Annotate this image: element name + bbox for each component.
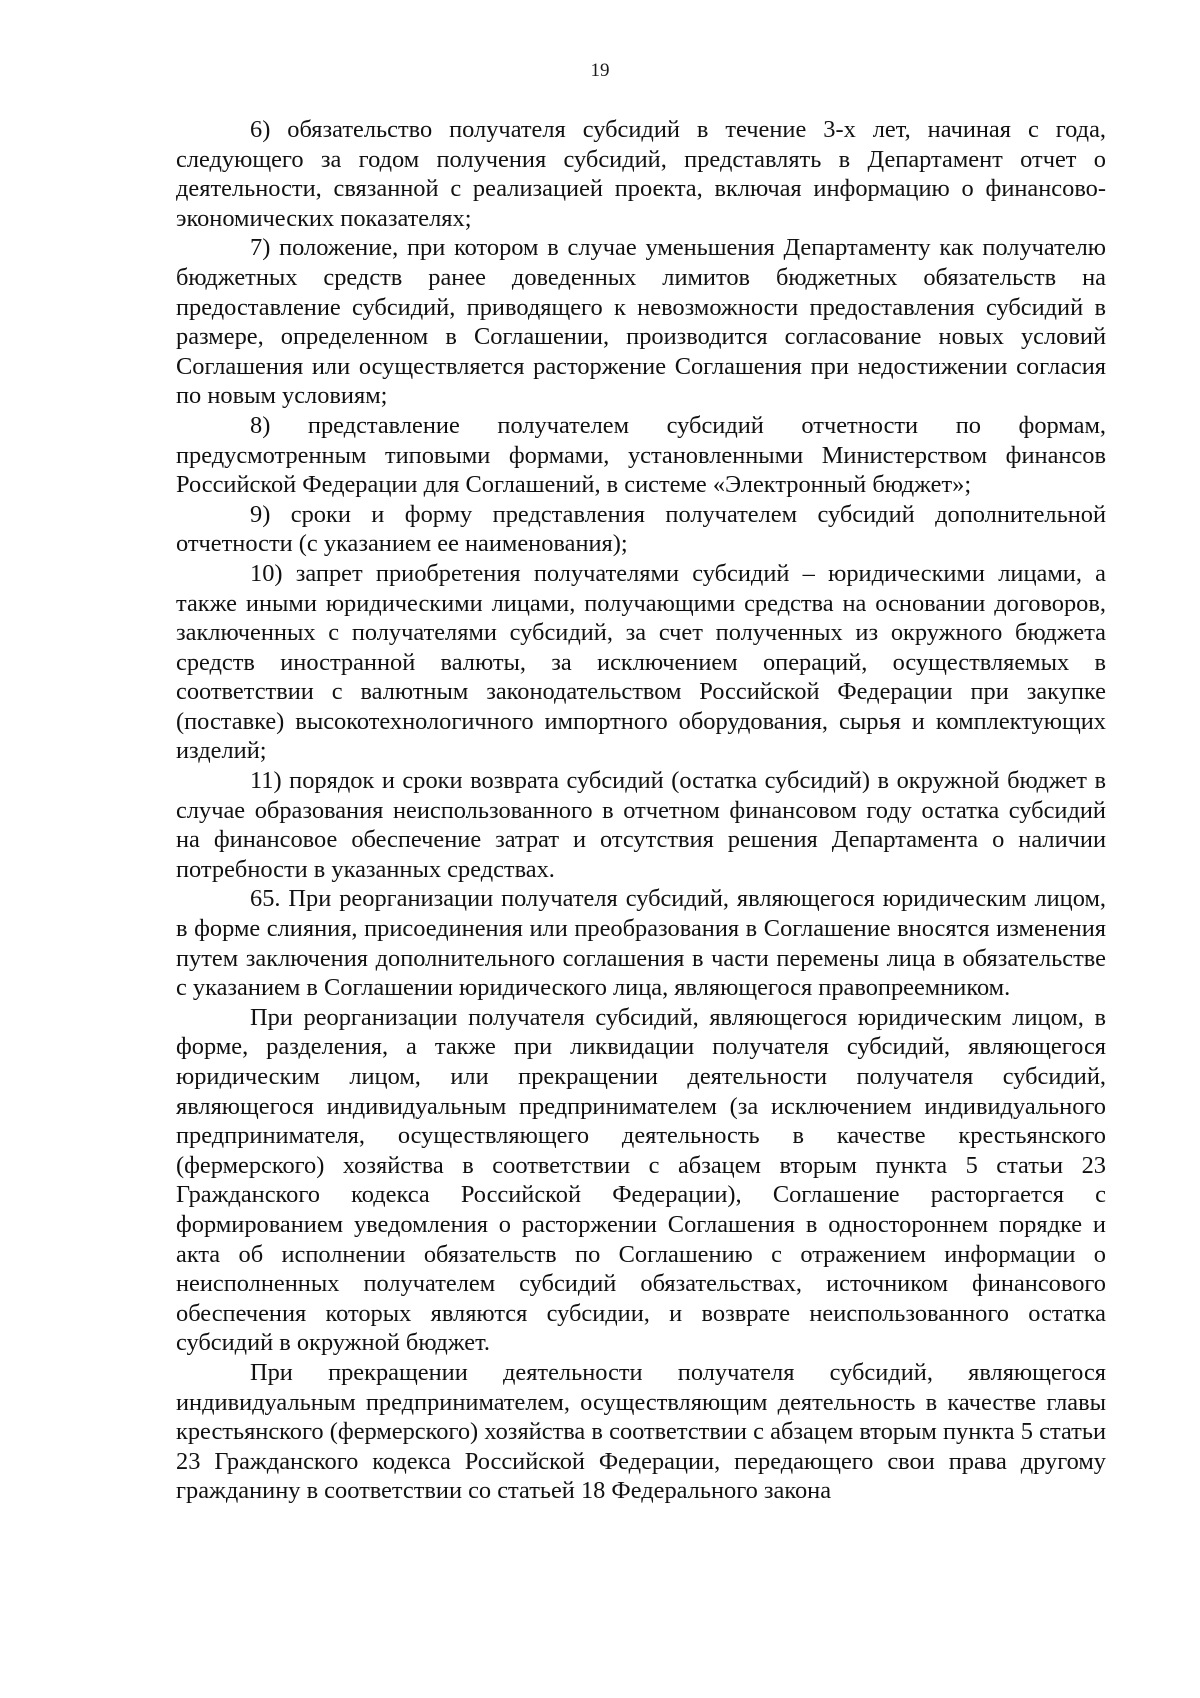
- paragraph-item-10: 10) запрет приобретения получателями субсидий – юридическими лицами, а также иными юридическими лицами, получающими средства на основании договоров, заключенных с получателями субсидий, за счет полученных из окружного бюджета средств иностранной валюты, за исключением операций, осуществляемых в соответствии с валютным законодательством Российской Федерации при закупке (поставке) высокотехнологичного импортного оборудования, сырья и комплектующих изделий;: [176, 559, 1106, 765]
- paragraph-item-7: 7) положение, при котором в случае уменьшения Департаменту как получателю бюджетных средств ранее доведенных лимитов бюджетных обязательств на предоставление субсидий, приводящего к невозможности предоставления субсидий в размере, определенном в Соглашении, производится согласование новых условий Соглашения или осуществляется расторжение Соглашения при недостижении согласия по новым условиям;: [176, 234, 1106, 410]
- paragraph-item-9: 9) сроки и форму представления получателем субсидий дополнительной отчетности (с указанием ее наименования);: [176, 500, 1106, 558]
- paragraph-item-11: 11) порядок и сроки возврата субсидий (остатка субсидий) в окружной бюджет в случае образования неиспользованного в отчетном финансовом году остатка субсидий на финансовое обеспечение затрат и отсутствия решения Департамента о наличии потребности в указанных средствах.: [176, 767, 1106, 883]
- paragraph-item-8: 8) представление получателем субсидий отчетности по формам, предусмотренным типовыми формами, установленными Министерством финансов Российской Федерации для Соглашений, в системе «Электронный бюджет»;: [176, 411, 1106, 499]
- paragraph-clause-65: 65. При реорганизации получателя субсидий, являющегося юридическим лицом, в форме слияния, присоединения или преобразования в Соглашение вносятся изменения путем заключения дополнительного соглашения в части перемены лица в обязательстве с указанием в Соглашении юридического лица, являющегося правопреемником.: [176, 885, 1106, 1002]
- document-body: [176, 115, 1106, 1506]
- paragraph-termination: При прекращении деятельности получателя субсидий, являющегося индивидуальным предпринимателем, осуществляющим деятельность в качестве главы крестьянского (фермерского) хозяйства в соответствии с абзацем вторым пункта 5 статьи 23 Гражданского кодекса Российской Федерации, передающего свои права другому гражданину в соответствии со статьей 18 Федерального закона: [176, 1358, 1106, 1505]
- page-number: 19: [590, 60, 610, 81]
- paragraph-item-6: 6) обязательство получателя субсидий в течение 3-х лет, начиная с года, следующего за годом получения субсидий, представлять в Департамент отчет о деятельности, связанной с реализацией проекта, включая информацию о финансово-экономических показателях;: [176, 116, 1106, 232]
- paragraph-reorganization: При реорганизации получателя субсидий, являющегося юридическим лицом, в форме, разделения, а также при ликвидации получателя субсидий, являющегося юридическим лицом, или прекращении деятельности получателя субсидий, являющегося индивидуальным предпринимателем (за исключением индивидуального предпринимателя, осуществляющего деятельность в качестве крестьянского (фермерского) хозяйства в соответствии с абзацем вторым пункта 5 статьи 23 Гражданского кодекса Российской Федерации), Соглашение расторгается с формированием уведомления о расторжении Соглашения в одностороннем порядке и акта об исполнении обязательств по Соглашению с отражением информации о неисполненных получателем субсидий обязательствах, источником финансового обеспечения которых являются субсидии, и возврате неиспользованного остатка субсидий в окружной бюджет.: [176, 1003, 1106, 1357]
